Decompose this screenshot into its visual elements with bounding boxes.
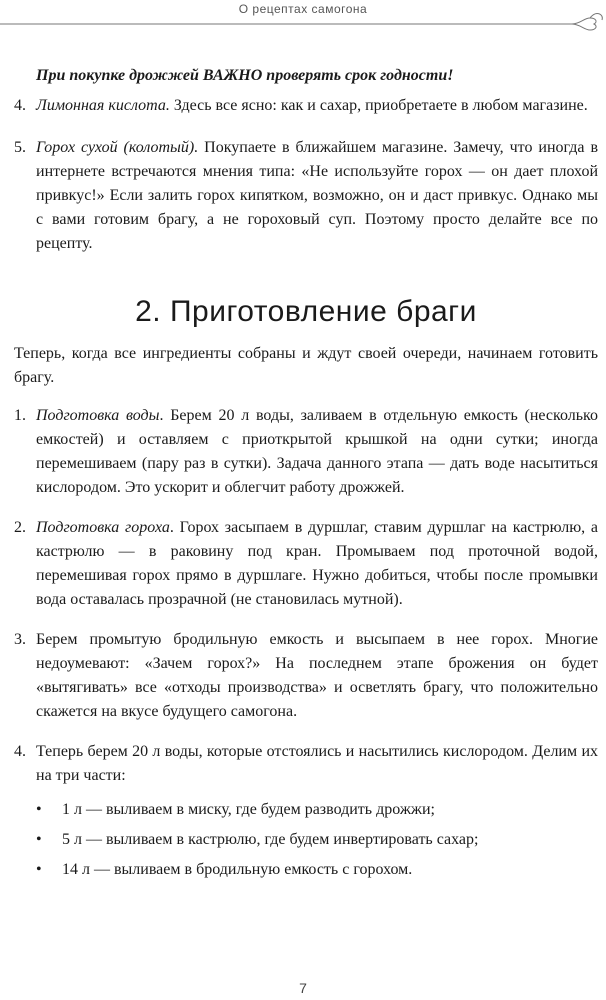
page-header [0, 0, 606, 34]
step-term: Подготовка воды [36, 407, 160, 424]
list-item [14, 94, 598, 118]
bullet-icon: • [36, 801, 42, 818]
water-part-text: 5 л — выливаем в кастрюлю, где будем инвертировать сахар; [62, 831, 479, 848]
item-body [36, 136, 598, 256]
water-part-item [36, 858, 598, 882]
step-body [36, 516, 598, 612]
step-text: Теперь берем 20 л воды, которые отстоялись и насытились кислородом. Делим их на три части: [36, 743, 598, 784]
page-number: 7 [299, 980, 307, 996]
item-number: 4. [14, 97, 26, 114]
item-term: Горох сухой (колотый). [36, 139, 199, 156]
running-title: О рецептах самогона [238, 2, 368, 16]
list-item [14, 136, 598, 256]
section-title: 2. Приготовление браги [135, 295, 477, 328]
list-item [14, 404, 598, 500]
bullet-icon: • [36, 861, 42, 878]
step-number: 2. [14, 519, 26, 536]
list-item [14, 516, 598, 612]
item-term: Лимонная кислота. [36, 97, 170, 114]
water-part-text: 14 л — выливаем в бродильную емкость с горохом. [62, 861, 413, 878]
page-body [14, 64, 598, 906]
water-part-text: 1 л — выливаем в миску, где будем разводить дрожжи; [62, 801, 435, 818]
step-text: . Горох засыпаем в дуршлаг, ставим дуршлаг на кастрюлю, а кастрюлю — в раковину под кран. Промываем под проточной водой, перемешивая горох прямо в дуршлаге. Нужно добиться, чтобы после промывки вода оставалась прозрачной (не становилась мутной). [36, 519, 599, 608]
step-body: Берем промытую бродильную емкость и высыпаем в нее горох. Многие недоумевают: «Зачем горох?» На последнем этапе брожения он будет «вытягивать» все «отходы производства» и осветлять брагу, что положительно скажется на вкусе будущего самогона. [36, 631, 598, 720]
step-body [36, 740, 598, 888]
step-number: 3. [14, 631, 26, 648]
item-number: 5. [14, 139, 26, 156]
yeast-notice: При покупке дрожжей ВАЖНО проверять срок годности! [36, 67, 454, 84]
step-term: Подготовка гороха [36, 519, 170, 536]
water-part-item [36, 798, 598, 822]
step-number: 1. [14, 407, 26, 424]
bullet-icon: • [36, 831, 42, 848]
step-number: 4. [14, 743, 26, 760]
list-item [14, 628, 598, 724]
item-text: Покупаете в ближайшем магазине. Замечу, что иногда в интернете встречаются мнения типа: «Не используйте горох — он дает плохой привкус!» Если залить горох кипятком, возможно, он и даст привкус. Однако мы с вами готовим брагу, а не гороховый суп. Поэтому просто делайте все по рецепту. [36, 139, 598, 252]
step-text: . Берем 20 л воды, заливаем в отдельную емкость (несколько емкостей) и оставляем с приоткрытой крышкой на одни сутки; иногда перемешиваем (пару раз в сутки). Задача данного этапа — дать воде насытиться кислородом. Это ускорит и облегчит работу дрожжей. [36, 407, 598, 496]
step-body [36, 404, 598, 500]
item-text: Здесь все ясно: как и сахар, приобретаете в любом магазине. [169, 97, 588, 114]
item-body [36, 94, 598, 118]
list-item [14, 740, 598, 888]
water-parts-list [36, 798, 598, 882]
section-intro: Теперь, когда все ингредиенты собраны и ждут своей очереди, начинаем готовить брагу. [14, 345, 598, 386]
water-part-item [36, 828, 598, 852]
